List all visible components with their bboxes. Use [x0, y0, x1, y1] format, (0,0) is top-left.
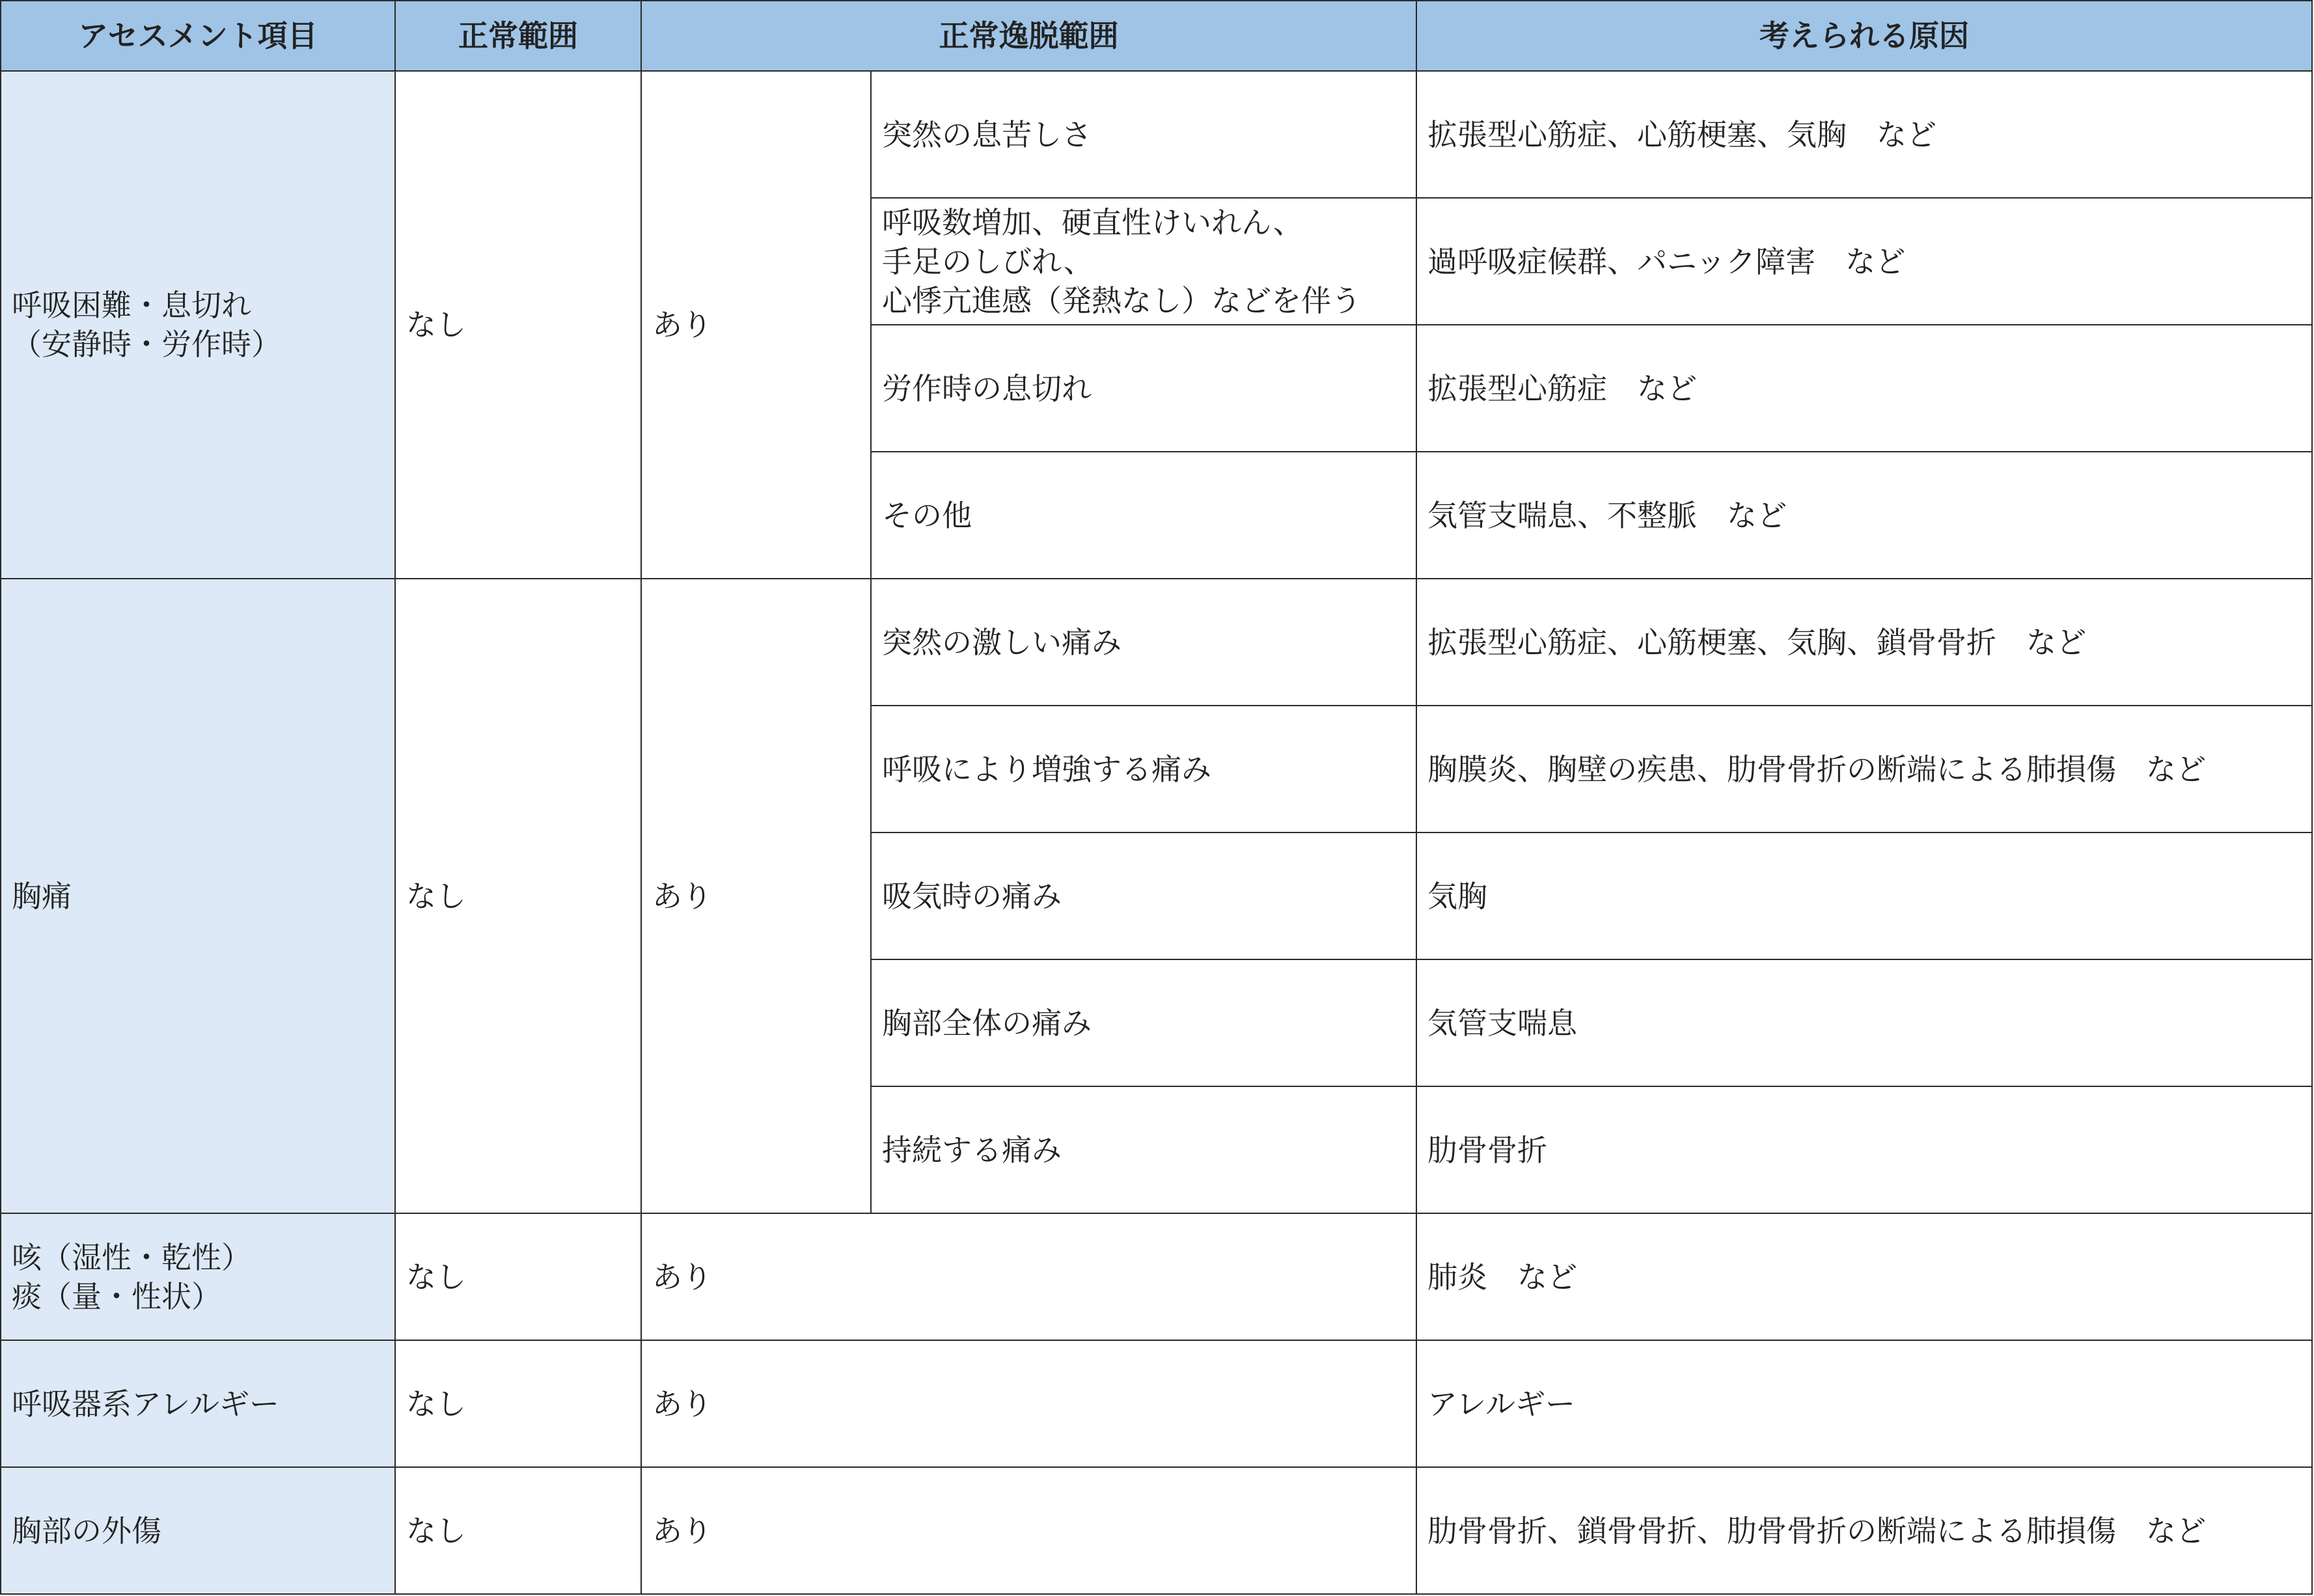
normal-dyspnea: なし [395, 71, 641, 579]
cause-cell: 過呼吸症候群、パニック障害 など [1416, 198, 2312, 325]
symptom-cell: 突然の息苦しさ [871, 71, 1416, 198]
symptom-cell: 吸気時の痛み [871, 832, 1416, 959]
table-row [1, 579, 2312, 706]
cause-cell: 肺炎 など [1416, 1213, 2312, 1340]
cause-cell: 気胸 [1416, 832, 2312, 959]
table-row [1, 1340, 2312, 1467]
symptom-cell: 胸部全体の痛み [871, 959, 1416, 1086]
cause-cell: 拡張型心筋症、心筋梗塞、気胸 など [1416, 71, 2312, 198]
symptom-cell: その他 [871, 452, 1416, 579]
abnormal-chest-trauma: あり [641, 1467, 1416, 1594]
header-normal-range: 正常範囲 [395, 1, 641, 71]
table-row [1, 1213, 2312, 1340]
symptom-cell: 突然の激しい痛み [871, 579, 1416, 706]
header-assessment-item: アセスメント項目 [1, 1, 395, 71]
item-chest-trauma: 胸部の外傷 [1, 1467, 395, 1594]
normal-chest-pain: なし [395, 579, 641, 1213]
cause-cell: アレルギー [1416, 1340, 2312, 1467]
table-row [1, 71, 2312, 198]
item-chest-pain: 胸痛 [1, 579, 395, 1213]
symptom-cell: 持続する痛み [871, 1086, 1416, 1213]
abnormal-chest-pain: あり [641, 579, 871, 1213]
cause-cell: 肋骨骨折 [1416, 1086, 2312, 1213]
cause-cell: 拡張型心筋症、心筋梗塞、気胸、鎖骨骨折 など [1416, 579, 2312, 706]
item-allergy: 呼吸器系アレルギー [1, 1340, 395, 1467]
cause-cell: 気管支喘息 [1416, 959, 2312, 1086]
cause-cell: 気管支喘息、不整脈 など [1416, 452, 2312, 579]
cause-cell: 拡張型心筋症 など [1416, 325, 2312, 452]
abnormal-cough: あり [641, 1213, 1416, 1340]
cause-cell: 胸膜炎、胸壁の疾患、肋骨骨折の断端による肺損傷 など [1416, 706, 2312, 832]
normal-allergy: なし [395, 1340, 641, 1467]
abnormal-dyspnea: あり [641, 71, 871, 579]
normal-chest-trauma: なし [395, 1467, 641, 1594]
header-row [1, 1, 2312, 71]
table-row [1, 1467, 2312, 1594]
abnormal-allergy: あり [641, 1340, 1416, 1467]
symptom-cell: 労作時の息切れ [871, 325, 1416, 452]
symptom-cell: 呼吸数増加、硬直性けいれん、 手足のしびれ、 心悸亢進感（発熱なし）などを伴う [871, 198, 1416, 325]
header-possible-causes: 考えられる原因 [1416, 1, 2312, 71]
item-dyspnea: 呼吸困難・息切れ （安静時・労作時） [1, 71, 395, 579]
normal-cough: なし [395, 1213, 641, 1340]
item-cough: 咳（湿性・乾性） 痰（量・性状） [1, 1213, 395, 1340]
header-abnormal-range: 正常逸脱範囲 [641, 1, 1416, 71]
cause-cell: 肋骨骨折、鎖骨骨折、肋骨骨折の断端による肺損傷 など [1416, 1467, 2312, 1594]
symptom-cell: 呼吸により増強する痛み [871, 706, 1416, 832]
